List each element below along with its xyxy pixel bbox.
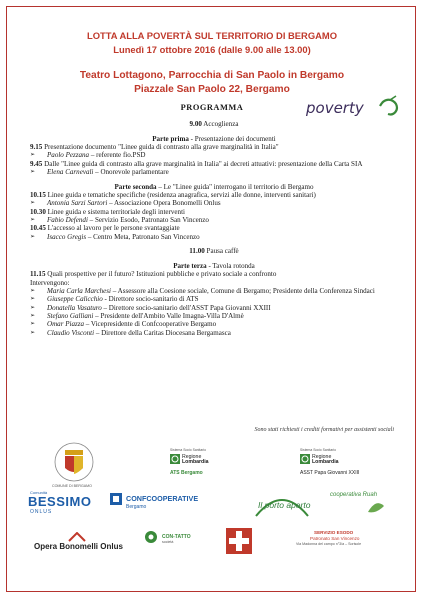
agenda-item-1015: 10.15 Linee guida e tematiche specifiche (residenza anagrafica, servizi alle donne, interventi sanitari)	[30, 191, 316, 200]
opera-bonomelli-logo: Opera Bonomelli Onlus	[34, 532, 138, 552]
caritas-logo	[226, 528, 252, 554]
event-title: LOTTA ALLA POVERTÀ SUL TERRITORIO DI BERGAMO	[87, 30, 337, 41]
confcoop-mark-icon	[110, 493, 122, 505]
part2-heading: Parte seconda – Le "Linee guida" interrogano il territorio di Bergamo	[114, 182, 314, 191]
comune-bergamo-logo: COMUNE DI BERGAMO	[52, 440, 96, 494]
caritas-cross-icon	[226, 528, 252, 554]
arrow-icon: ➢	[30, 216, 36, 223]
bessimo-logo: Comunità BESSIMO ONLUS	[28, 490, 92, 515]
credits-note: Sono stati richiesti i crediti formativi per assistenti sociali	[254, 427, 394, 433]
speaker-line: ➢ Isacco Gregis – Centro Meta, Patronato San Vincenzo	[30, 232, 200, 241]
leaf-icon	[366, 500, 386, 514]
welcome-line: 9.00 Accoglienza	[189, 120, 239, 128]
arrow-icon: ➢	[30, 329, 36, 336]
agenda-item-1030: 10.30 Linee guida e sistema territoriale degli interventi	[30, 207, 185, 216]
arrow-icon: ➢	[30, 200, 36, 207]
programma-title: PROGRAMMA	[180, 103, 244, 112]
ruah-logo: cooperativa Ruah	[330, 490, 390, 524]
panel-speaker: ➢ Claudio Visconti – Direttore della Caritas Diocesana Bergamasca	[30, 328, 231, 337]
regione-rose-icon	[300, 454, 310, 464]
arrow-icon: ➢	[30, 296, 36, 303]
arrow-icon: ➢	[30, 152, 36, 159]
arrow-icon: ➢	[30, 288, 36, 295]
speaker-line: ➢ Antonia Sarzi Sartori – Associazione Opera Bonomelli Onlus	[30, 199, 221, 208]
break-line: 11.00 Pausa caffè	[189, 247, 239, 256]
speaker-line: ➢ Elena Carnevali – Onorevole parlamentare	[30, 167, 169, 176]
arrow-icon: ➢	[30, 168, 36, 175]
agenda-item-915: 9.15 Presentazione documento "Linee guida di contrasto alla grave marginalità in Italia"	[30, 143, 279, 152]
panel-speaker: ➢ Giuseppe Calicchio - Direttore socio-sanitario di ATS	[30, 295, 199, 304]
speaker-line: ➢ Fabio Defendi – Servizio Esodo, Patronato San Vincenzo	[30, 215, 209, 224]
panel-speaker: ➢ Donatella Vasaturo – Direttore socio-sanitario dell'ASST Papa Giovanni XXIII	[30, 303, 271, 312]
agenda-item-945: 9.45 Dalle "Linee guida di contrasto alla grave marginalità in Italia" ai decreti attuativi: presentazione della Carta SIA	[30, 159, 363, 168]
con-tatto-circle-icon	[144, 530, 158, 544]
panel-speaker: ➢ Maria Carla Marchesi – Assessore alla Coesione sociale, Comune di Bergamo; Presidente della Conferenza Sindaci	[30, 287, 375, 296]
agenda-item-1045: 10.45 L'accesso al lavoro per le persone svantaggiate	[30, 224, 180, 233]
svg-text:poverty: poverty	[306, 99, 364, 117]
arrow-icon: ➢	[30, 321, 36, 328]
agenda-item-1115: 11.15 Quali prospettive per il futuro? Istituzioni pubbliche e privato sociale a confronto	[30, 270, 277, 279]
crest-icon	[52, 440, 96, 486]
panel-speaker: ➢ Omar Piazza – Vicepresidente di Confcooperative Bergamo	[30, 320, 217, 329]
speaker-line: ➢ Paolo Pezzana – referente fio.PSD	[30, 151, 146, 160]
porto-aperto-logo: Il porto aperto	[250, 490, 314, 524]
event-address: Piazzale San Paolo 22, Bergamo	[134, 84, 290, 95]
arrow-icon: ➢	[30, 312, 36, 319]
con-tatto-logo: CON-TATTO società	[140, 530, 190, 554]
regione-rose-icon	[170, 454, 180, 464]
panel-speaker: ➢ Stefano Galliani – Presidente dell'Ambito Valle Imagna-Villa D'Almè	[30, 311, 244, 320]
asst-papa-giovanni-logo: Sistema Socio Sanitario Regione Lombardia ASST Papa Giovanni XXIII	[300, 448, 360, 476]
part3-heading: Parte terza - Tavola rotonda	[173, 262, 255, 271]
arrow-icon: ➢	[30, 304, 36, 311]
confcooperative-logo: CONFCOOPERATIVE Bergamo	[110, 490, 210, 524]
intervene-label: Intervengono:	[30, 278, 70, 287]
programme-body	[30, 120, 398, 337]
event-date: Lunedì 17 ottobre 2016 (dalle 9.00 alle 13.00)	[113, 44, 311, 55]
arrow-icon: ➢	[30, 233, 36, 240]
servizio-esodo-logo: SERVIZIO ESODO Patronato San Vincenzo Via Madonna del campo n°3/a – Sorisole	[296, 530, 362, 546]
bonomelli-mark-icon	[68, 532, 86, 542]
event-venue: Teatro Lottagono, Parrocchia di San Paolo in Bergamo	[79, 70, 345, 81]
part1-heading: Parte prima - Presentazione dei documenti	[152, 134, 276, 143]
ats-bergamo-logo: Sistema Socio Sanitario Regione Lombardia ATS Bergamo	[170, 448, 209, 476]
